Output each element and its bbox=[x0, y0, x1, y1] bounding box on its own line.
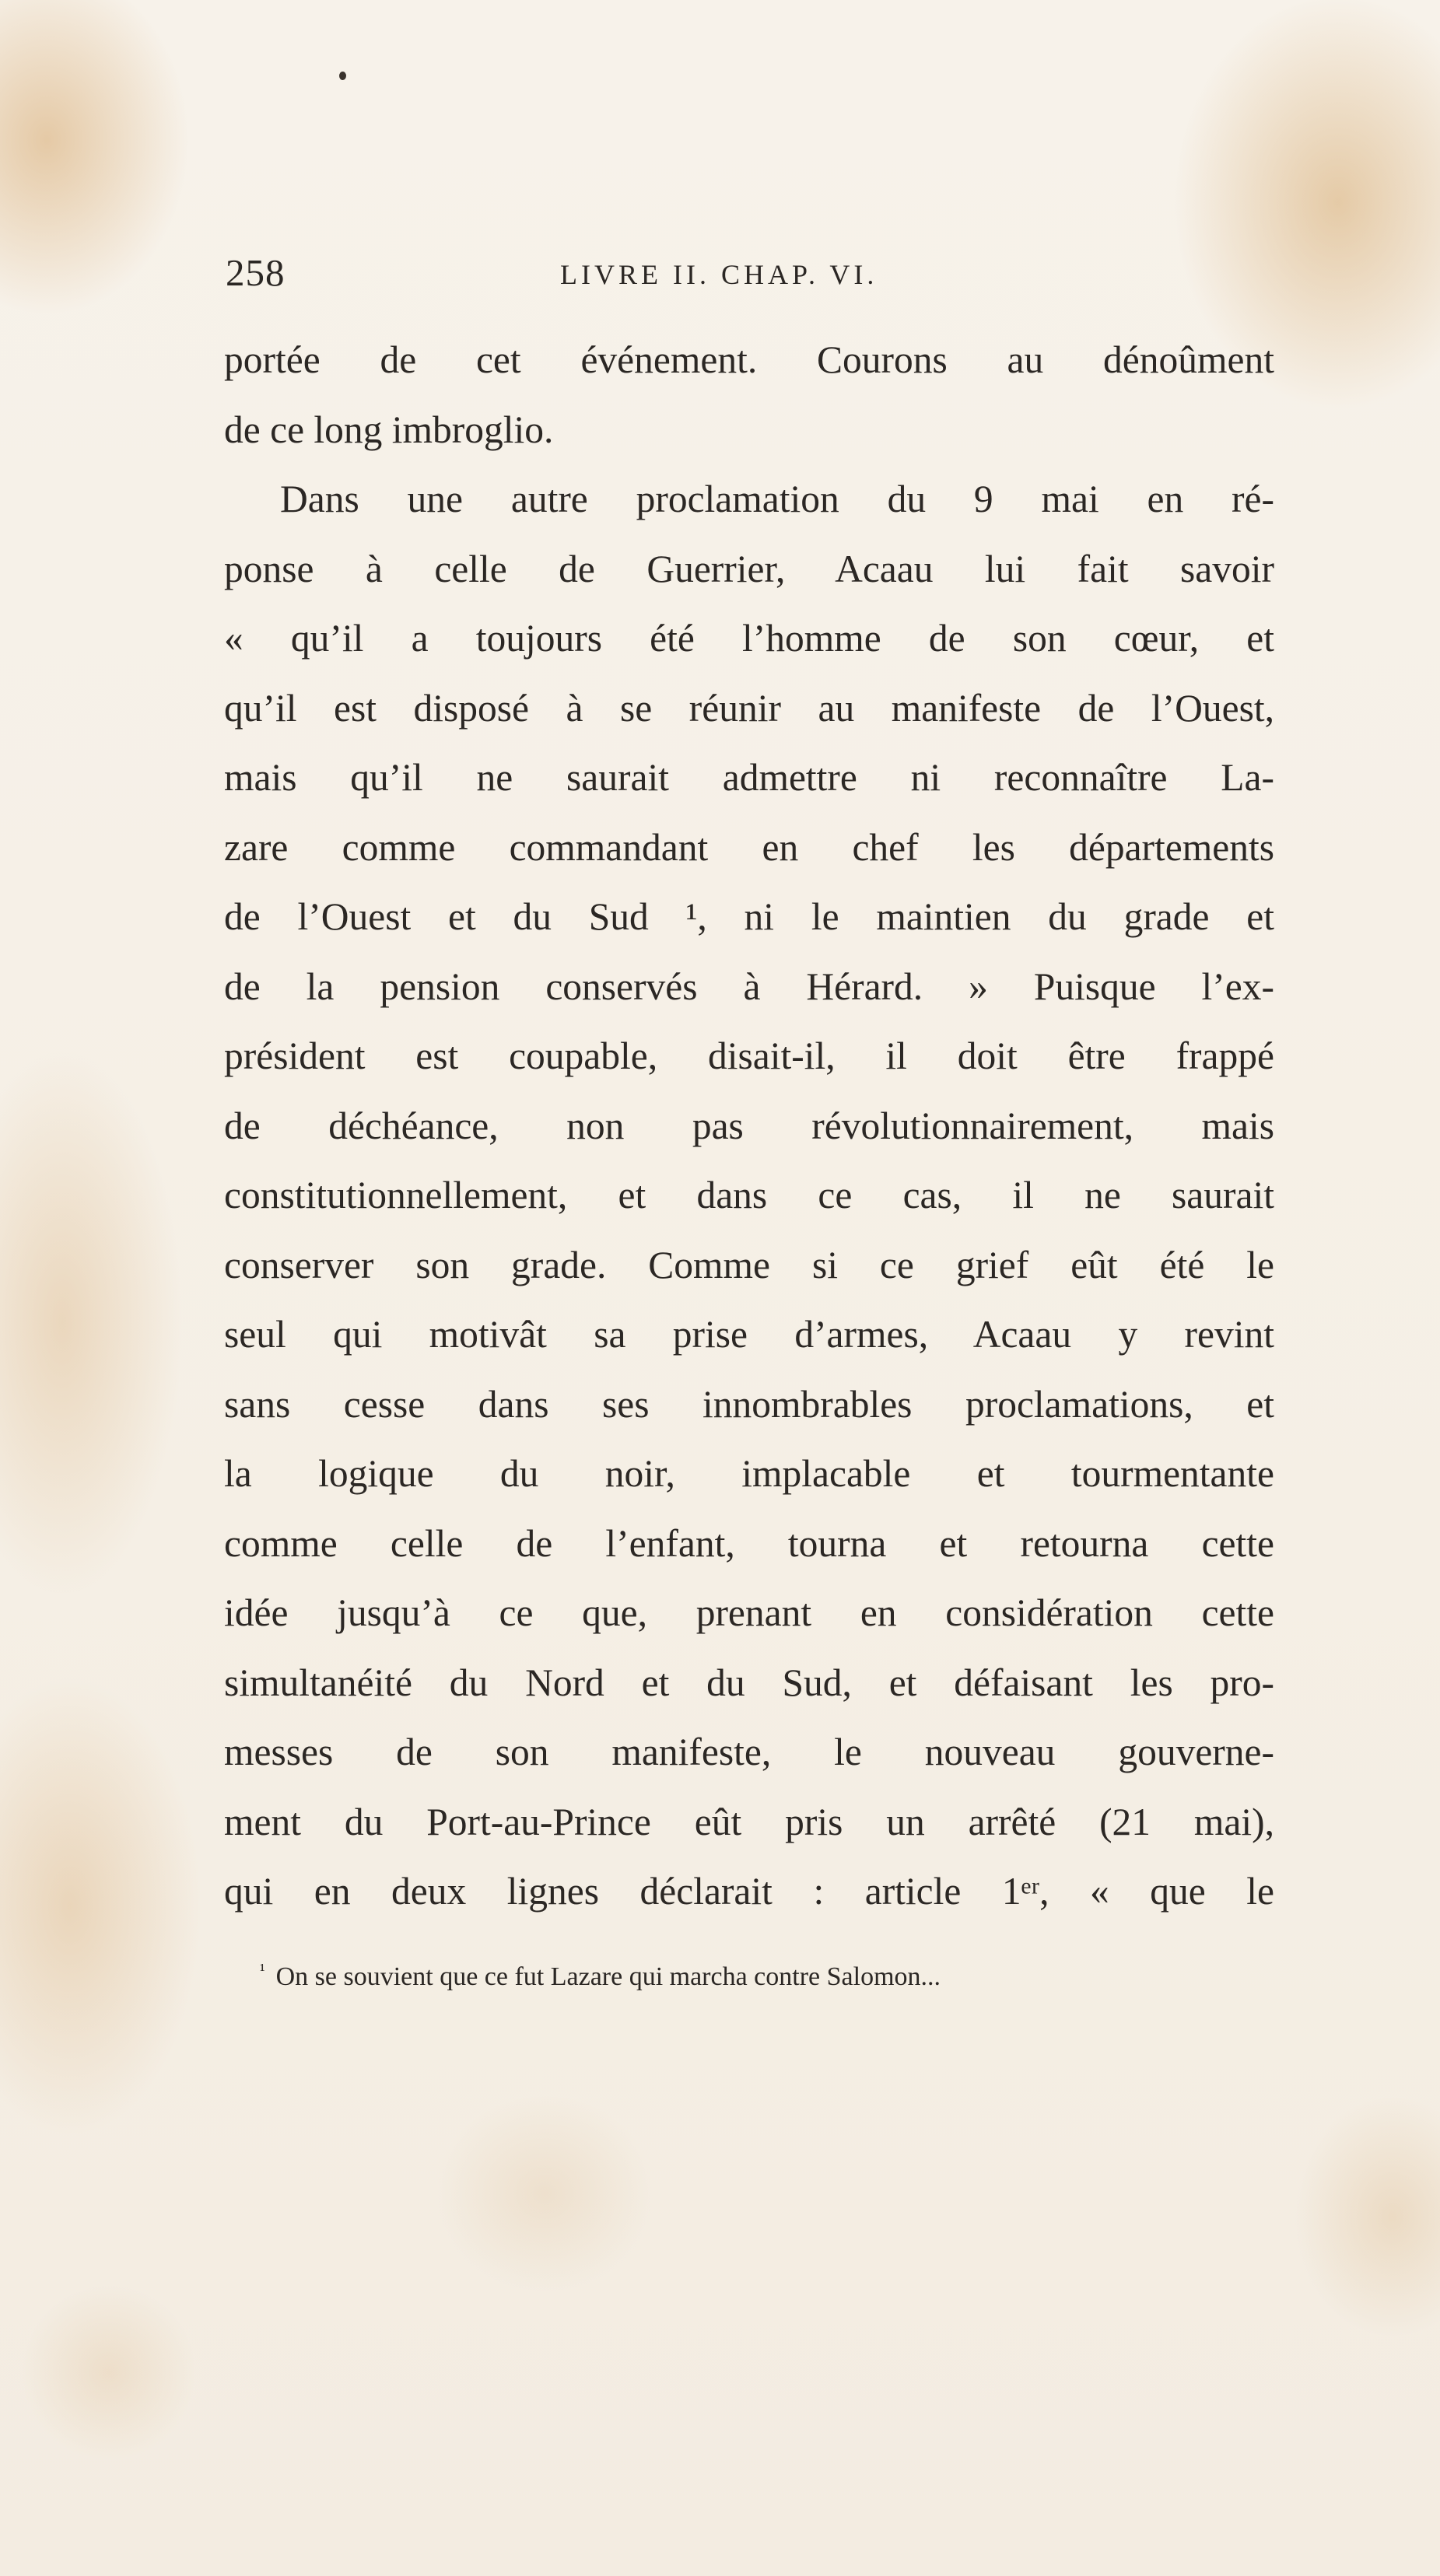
text-line: ponse à celle de Guerrier, Acaau lui fait savoir bbox=[224, 547, 1274, 590]
text-line: de ce long imbroglio. bbox=[224, 408, 554, 451]
text-line: qui en deux lignes déclarait : article 1ᵉʳ, « que le bbox=[224, 1870, 1274, 1913]
text-line: constitutionnellement, et dans ce cas, il ne saurait bbox=[224, 1174, 1274, 1216]
text-line: sans cesse dans ses innombrables proclamations, et bbox=[224, 1382, 1274, 1426]
text-line: la logique du noir, implacable et tourmentante bbox=[224, 1452, 1274, 1495]
text-line: de la pension conservés à Hérard. » Puisque l’ex- bbox=[224, 964, 1274, 1008]
text-line: « qu’il a toujours été l’homme de son cœur, et bbox=[224, 617, 1274, 660]
footnote bbox=[260, 1960, 941, 1992]
text-line: ment du Port-au-Prince eût pris un arrêté (21 mai), bbox=[224, 1800, 1274, 1843]
text-line: conserver son grade. Comme si ce grief eût été le bbox=[224, 1243, 1274, 1286]
text-line: président est coupable, disait-il, il doit être frappé bbox=[224, 1034, 1274, 1077]
page-header bbox=[226, 250, 1284, 297]
footnote-mark: ¹ bbox=[260, 1960, 265, 1979]
text-line: Dans une autre proclamation du 9 mai en ré- bbox=[280, 478, 1274, 520]
footnote-text: On se souvient que ce fut Lazare qui marcha contre Salomon... bbox=[275, 1962, 941, 1991]
text-line: seul qui motivât sa prise d’armes, Acaau y revint bbox=[224, 1313, 1274, 1356]
text-line: portée de cet événement. Courons au dénoûment bbox=[224, 338, 1274, 381]
page-number: 258 bbox=[226, 251, 286, 294]
text-line: de l’Ouest et du Sud ¹, ni le maintien du grade et bbox=[224, 895, 1274, 938]
text-line: qu’il est disposé à se réunir au manifeste de l’Ouest, bbox=[224, 686, 1274, 730]
text-line: de déchéance, non pas révolutionnairement, mais bbox=[224, 1104, 1274, 1147]
text-line: idée jusqu’à ce que, prenant en considération cette bbox=[224, 1591, 1274, 1634]
text-line: simultanéité du Nord et du Sud, et défaisant les pro- bbox=[224, 1661, 1274, 1704]
running-head: LIVRE II. CHAP. VI. bbox=[560, 259, 878, 290]
text-line: comme celle de l’enfant, tourna et retourna cette bbox=[224, 1521, 1274, 1565]
text-line: zare comme commandant en chef les départements bbox=[224, 825, 1274, 869]
text-line: mais qu’il ne saurait admettre ni reconnaître La- bbox=[224, 756, 1274, 799]
body-text bbox=[224, 325, 1274, 1927]
text-line: messes de son manifeste, le nouveau gouverne- bbox=[224, 1731, 1274, 1773]
ink-dot bbox=[339, 72, 346, 80]
